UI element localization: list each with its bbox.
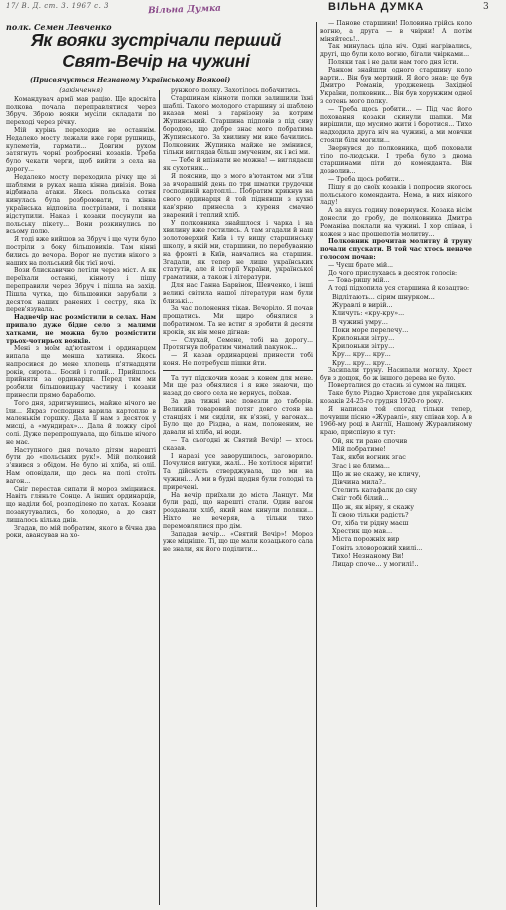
page-number: 3	[483, 2, 489, 12]
paragraph: Недалеко мосту переходила річку ще зі шаблями в руках наша кінна дивізія. Вона відбивала атаки. Якесь польська сотня кинулась була розброювати, та кінна українська відповіла пострілами, і поляки відступили. Наказ і козаки посунули на польську пікету... Вони розкинулись по всьому полю.	[6, 173, 156, 236]
verse-line: Міста порожніх вир	[332, 535, 400, 544]
column-3-dialogue	[320, 262, 472, 293]
paragraph: Згадав, по мій побратим, якого в бічна два роки, авансував на хо-	[6, 524, 156, 540]
verse-line: В чужині умру...	[332, 317, 388, 326]
verse-line: От, хіба ти рідну маєш	[332, 518, 409, 527]
verse-line: Лицар споче... у могилі!..	[332, 559, 419, 568]
article-column-3	[320, 20, 472, 908]
verse-line: Крилоньки зітру...	[332, 342, 395, 351]
paragraph: — Слухай, Семене, тобі на дорогу... Протягнув побратим чималий пакунок...	[163, 336, 313, 352]
paragraph: Так минулась ціла ніч. Одні нагрівались, другі, що були коло вогню, бігали чвірками...	[320, 43, 472, 59]
library-stamp: Вільна Думка	[147, 3, 222, 17]
paragraph: Западав вечір... «Святий Вечір»! Мороз уже міцніше. Ті, що ще мали козацького сала не знали, як його поділити...	[163, 530, 313, 554]
song-verse-cranes	[320, 293, 472, 367]
paragraph: — Чуєш брате мій...	[328, 261, 394, 269]
paragraph: Того дня, здригнувшись, майже нічого не їли... Якраз господиня варила картоплю в маленькім горшку. Дала її нам з десяток у мисці, а «мундирах»... Дала й ложку сірої солі. Дуже перепрошувала, що більше нічого не має.	[6, 399, 156, 446]
paragraph: До чого прислухавсь в десяток голосів:	[328, 269, 458, 277]
paragraph: — Я казав ординарцеві принести тобі коня. Не потребуєш пішки йти.	[163, 352, 313, 367]
poem-verse-final	[320, 437, 472, 568]
verse-line: Кличуть: «кру-кру»...	[332, 309, 405, 318]
paragraph: І наразі усе заворушилось, заговорило. Почулися вигуки, жалі... Не хотілося вірити! Та дійсність стверджувала, що ми на чужині... А ми в будні щодня були голодні та приречені.	[163, 452, 313, 491]
author-byline: полк. Семен Левченко	[6, 22, 112, 32]
verse-line: Дівчина мила?..	[332, 477, 387, 486]
paragraph: А за якусь годину повернувся. Козака вісім донесли до гробу, де полковника Дмитра Романіва поклали на чужині. І хор співав, і кожен з нас прошепотів молитву...	[320, 207, 472, 238]
column-2-paragraphs	[163, 87, 313, 337]
paragraph: Я написав той спогад тільки тепер, почувши пісню «Журавлі», яку співав хор. А в 1966-му році в Англії, Нашому Журавлиному краю, приспівую я тут:	[320, 405, 472, 437]
verse-line: Що ж не скажу, не кличу,	[332, 469, 421, 478]
article-title	[6, 30, 306, 72]
verse-line: Крилоньки зітру...	[332, 333, 395, 342]
paragraph: Та тут підскочив козак з конем для мене. Ми ще раз обнялися і я вже знаючи, що назад до свого села не вернусь, поїхав.	[163, 374, 313, 398]
paragraph: Засипали труну. Насипали могилу. Хрест був з дощок, бо ж іншого дерева не було.	[320, 366, 472, 382]
verse-line: Журавлі в вирій...	[332, 301, 393, 310]
article-column-2	[163, 87, 313, 907]
paragraph: За два тижні нас повезли до таборів. Великий товаровий потяг довго стояв на станціях і ми сиділи, як в'язні, у вагонах... Було ще до Різдва, а нам, полоненим, не давали ні хліба, ні води.	[163, 398, 313, 437]
paragraph: Я тоді вже вийшов за Збруч і ще чути було постріли з боку більшовиків. Там кінні бились до вечора. Ворог не пустив нікого з наших на польський бік тієї ночі.	[6, 236, 156, 267]
paragraph: — Тебе й впізнати не можна! — виглядаєш як сухотник...	[163, 157, 313, 172]
paragraph: Таке було Різдво Христове для українських козаків 24-25-го грудня 1920-го року.	[320, 390, 472, 405]
title-line-2: Свят-Вечір на чужині	[62, 51, 250, 71]
paragraph: За час полонення тікав. Вечоріло. Я почав прощатись. Ми щиро обнялися з побратимом. Та не встиг я зробити й десяти кроків, як він мене дігнав:	[163, 305, 313, 336]
paragraph: Для нас Ганна Барвінок, Шевченко, і інші великі світила нашої літератури нам були близькі...	[163, 281, 313, 305]
verse-line: Поки море перелечу...	[332, 325, 409, 334]
verse-line: Кру... кру... кру...	[332, 350, 391, 359]
prayer-lead: Полковник прочитав молитву й труну почали спускати. В той час хтось неначе голосом почав:	[320, 238, 472, 261]
column-1-paragraphs-b	[6, 345, 156, 540]
paragraph: Вози блискавично летіли через міст. А як переїхали останні, кінноту і пішу переправили через Збруч і пішла на захід. Пішла чутка, що більшовики зарубали з десяток наших ранених і сестру, яка їх перев'язувала.	[6, 267, 156, 314]
column-1-paragraphs	[6, 96, 156, 314]
paragraph: А тоді підхопила уся старшина й козацтво:	[328, 285, 470, 293]
paragraph: Звернувся до полковника, щоб поховали тіло по-людськи. І треба було з двома старшинами піти до коменданта. Він дозволив...	[320, 144, 472, 176]
verse-line: Гоніть зловорожий хвилі...	[332, 543, 423, 552]
paragraph: — Та сьогодні ж Святий Вечір! — хтось сказав.	[163, 437, 313, 452]
article-column-1	[6, 87, 156, 907]
paragraph: Сніг перестав сипати й мороз зміцнився. Навіть гляньте Сонце. А інших ординарців, що наділи бої, розподілено по хатах. Козаки позакутувались, бо холодно, а до свят лишалось кілька днів.	[6, 485, 156, 524]
paragraph: — Треба щось робити... — Під час його поховання козаки скинули шапки. Ми вирішили, що мусимо жити і боротися... Тихо надходила друга ніч на чужині, а ми мовчки стояли біля могили...	[320, 105, 472, 144]
paragraph: Мені з моїм ад'ютантом і ординарцем випала ще менша хатинка. Якось напросився до мене хлопець п'ятнадцяти років, сирота... Босий і голий... Прийшлось прийняти за ординарця. Перед тим ми розбили більшовицьку частину і козаки принесли прямо бараболю.	[6, 345, 156, 400]
title-line-1: Як вояки зустрічали перший	[30, 30, 282, 50]
column-divider	[316, 22, 317, 907]
continuation-label: (закінчення)	[59, 87, 103, 94]
page-header	[0, 0, 506, 20]
paragraph: У полковника знайшлося і чарка і на хвилину вже гостились. А там згадали й наш золотоверхий Київ і ту вищу старшинську школу, в якій ми, старшини, по перебуванню на фронті в Київ, навчались на старшин. Згадали, як тепер не лише українських статутів, але й історії України, української граматики, а також і літератури.	[163, 219, 313, 282]
section-lead: Надвечір нас розмістили в селах. Нам припало дуже бідне село з малими хатками, не можна було розмістити трьох-чотирьох вояків.	[6, 314, 156, 345]
paragraph: — Треба щось робити...	[328, 175, 405, 183]
handwritten-note: 17/ В. Д. ст. 3. 1967 с. 3	[6, 2, 110, 10]
paragraph: рунжого полку. Захотілось побачитись.	[171, 87, 301, 94]
verse-line: Кру... кру... кру...	[332, 358, 391, 367]
verse-line: Її свою тільки радість?	[332, 510, 409, 519]
paragraph: Пішу я до своїх козаків і попросив якогось польського коменданта. Нема, в них ніякого ладу!	[320, 183, 472, 207]
paragraph: Поляки так і не дали нам того дня їсти.	[328, 58, 459, 66]
verse-line: Хрестик що мав...	[332, 527, 393, 536]
paragraph: Старшинам кінноти полки залишили їхні шаблі. Такого молодого старшину зі шаблею вказав мені з гарнізону за котрим Жупинський. Старшина підповів з під сиву бородою, що добре знає мого побратима Жупинського. За хвилину ми вже бачились. Полковник Жупинка майже не змінився, тільки виглядав більш змученим, як і всі ми.	[163, 94, 313, 157]
column-divider	[159, 90, 160, 905]
paragraph: Командувач армії мав рацію. Ще вдосвіта полкова почала переправлятися через Збруч. Зброю вояки мусіли складати по переході через річку.	[6, 95, 156, 127]
verse-line: Відлітають... сірим шнурком...	[332, 292, 435, 301]
verse-line: Стелить катафалк до сну	[332, 486, 418, 495]
verse-line: Сніг тобі білий...	[332, 494, 389, 503]
newspaper-title: ВІЛЬНА ДУМКА	[328, 1, 425, 13]
paragraph: Поверталися до стасиь зі сумом на лицях.	[328, 382, 467, 390]
paragraph: Мій курінь переходив не останнім. Недалеко мосту лежали вже гори рушниць, кулеметів, гармати... Довгим рухом затягнуть чорні розброєнні козаків. Треба було чекати черги, щоб вийти з села на дорогу...	[6, 126, 156, 173]
verse-line: Мій побратиме!	[332, 445, 386, 454]
paragraph: На вечір приїхали до міста Ланцут. Ми були раді, що нарешті стали. Один вагон роздавали хліб, який нам кинули поляки... Ніхто не вечеряв, а тільки тихо перемовлялися про дім.	[163, 491, 313, 530]
verse-line: Ой, як ти рано спочив	[332, 436, 408, 445]
verse-line: Що ж, як вірну, я скажу	[332, 502, 415, 511]
column-3-paragraphs-b	[320, 367, 472, 437]
column-2-dialogue	[163, 337, 313, 368]
column-2-paragraphs-b	[163, 375, 313, 554]
verse-line: Згас і не блима...	[332, 461, 390, 470]
verse-line: Тихо! Незнаному Ви!	[332, 551, 404, 560]
paragraph: Я пояснив, що з мого в'ютантом ми з'їли за вчорашній день по три шматки грудочки господиній картоплі... Побратим крикнув на свого ординарця й той піднявши з кухні кав'ярню принесла з куреня смачно зварений і теплий хліб.	[163, 172, 313, 219]
paragraph: — Панове старшини! Половина грійсь коло вогню, а друга — в чвірки! А потім міняйтесь!..	[320, 20, 472, 43]
paragraph: Наступного дня почало дітям нарешті бути до «польських рук!». Мій полковий з'явився з обідом. Не було ні хліба, ні олії. Нам оповідали, що десь на полі стоїть вагон...	[6, 446, 156, 485]
article-dedication: (Присвячується Незнаному Українському Воякові)	[30, 76, 231, 84]
column-3-paragraphs	[320, 20, 472, 238]
paragraph: Ранком знайшли одного старшину коло варти... Він був мертвий. Я його знав: це був Дмитро Романів, уродженець Західної України, полковник... Він був хорунжим одної з сотень мого полку.	[320, 66, 472, 105]
paragraph: — Това-ришу мій...	[328, 277, 390, 285]
verse-line: Так, якби вогник згас	[332, 453, 406, 462]
